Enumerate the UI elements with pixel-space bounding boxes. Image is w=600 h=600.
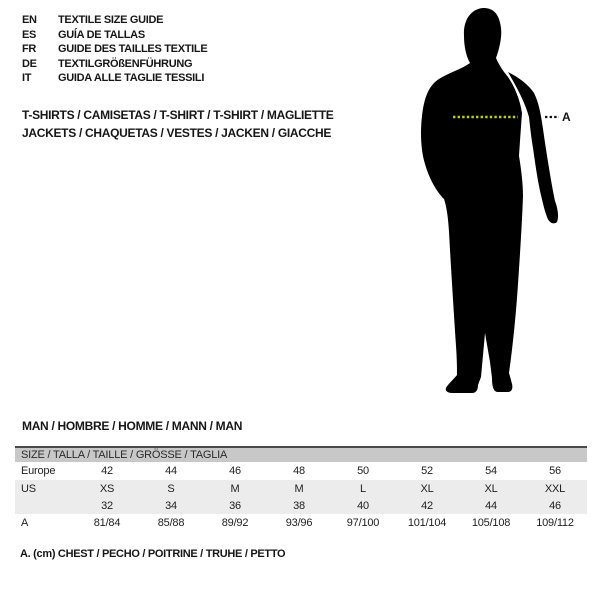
language-code: EN bbox=[22, 14, 37, 26]
table-cell: XS bbox=[99, 482, 115, 495]
garment-type-list bbox=[22, 106, 334, 142]
language-code: FR bbox=[22, 43, 37, 55]
table-cell: 54 bbox=[485, 465, 497, 477]
man-silhouette-svg bbox=[395, 0, 600, 410]
table-cell: 48 bbox=[293, 465, 305, 477]
language-code: ES bbox=[22, 28, 37, 41]
language-row bbox=[22, 28, 207, 43]
table-cell: 34 bbox=[165, 499, 177, 512]
row-label: Europe bbox=[21, 465, 56, 477]
table-cell: 50 bbox=[357, 465, 369, 477]
table-cell: 32 bbox=[101, 499, 113, 512]
table-cell: XXL bbox=[544, 482, 566, 495]
measure-label-a: A bbox=[562, 110, 571, 124]
row-label: US bbox=[21, 482, 36, 495]
language-label: TEXTILGRÖßENFÜHRUNG bbox=[58, 57, 193, 70]
language-label: GUIDA ALLE TAGLIE TESSILI bbox=[58, 72, 205, 84]
footnote-chest-measure: A. (cm) CHEST / PECHO / POITRINE / TRUHE / PETTO bbox=[20, 548, 286, 560]
size-table bbox=[15, 446, 587, 532]
table-cell: 40 bbox=[357, 499, 369, 512]
table-cell: 44 bbox=[165, 465, 177, 477]
table-row-chest-a bbox=[15, 514, 587, 532]
table-cell: 109/112 bbox=[536, 517, 574, 529]
language-code: IT bbox=[22, 72, 32, 84]
garment-line-tshirts: T-SHIRTS / CAMISETAS / T-SHIRT / T-SHIRT / MAGLIETTE bbox=[22, 108, 334, 122]
table-cell: 38 bbox=[293, 499, 305, 512]
language-row bbox=[22, 13, 207, 28]
language-row bbox=[22, 71, 207, 86]
man-silhouette-figure bbox=[395, 0, 600, 410]
language-code: DE bbox=[22, 57, 37, 70]
language-row bbox=[22, 42, 207, 57]
table-cell: 44 bbox=[485, 499, 497, 512]
table-cell: M bbox=[294, 482, 304, 495]
language-label: GUÍA DE TALLAS bbox=[58, 28, 145, 41]
table-row-us bbox=[15, 480, 587, 497]
table-cell: 97/100 bbox=[346, 517, 380, 529]
garment-line-jackets: JACKETS / CHAQUETAS / VESTES / JACKEN / GIACCHE bbox=[22, 126, 332, 140]
language-list bbox=[22, 13, 207, 86]
table-cell: 93/96 bbox=[285, 517, 313, 529]
table-cell: S bbox=[167, 482, 175, 495]
table-cell: 52 bbox=[421, 465, 433, 477]
table-cell: XL bbox=[420, 482, 434, 495]
table-cell: XL bbox=[484, 482, 498, 495]
table-cell: M bbox=[230, 482, 240, 495]
silhouette-body bbox=[421, 8, 523, 393]
table-cell: L bbox=[360, 482, 366, 495]
table-cell: 101/104 bbox=[407, 517, 447, 529]
table-cell: 46 bbox=[229, 465, 241, 477]
size-table-header: SIZE / TALLA / TAILLE / GRÖSSE / TAGLIA bbox=[15, 446, 587, 462]
table-row-europe bbox=[15, 462, 587, 480]
table-row-us-numeric bbox=[15, 497, 587, 514]
table-cell: 56 bbox=[549, 465, 561, 477]
table-cell: 36 bbox=[229, 499, 241, 512]
table-cell: 42 bbox=[101, 465, 113, 477]
table-cell: 105/108 bbox=[471, 517, 511, 529]
language-label: TEXTILE SIZE GUIDE bbox=[58, 14, 164, 26]
language-label: GUIDE DES TAILLES TEXTILE bbox=[58, 43, 208, 55]
language-row bbox=[22, 57, 207, 72]
table-cell: 85/88 bbox=[157, 517, 185, 529]
table-cell: 42 bbox=[421, 499, 433, 512]
section-title-man: MAN / HOMBRE / HOMME / MANN / MAN bbox=[22, 419, 243, 433]
table-cell: 89/92 bbox=[221, 517, 249, 529]
row-label: A bbox=[21, 517, 29, 529]
table-cell: 81/84 bbox=[93, 517, 121, 529]
table-cell: 46 bbox=[549, 499, 561, 512]
